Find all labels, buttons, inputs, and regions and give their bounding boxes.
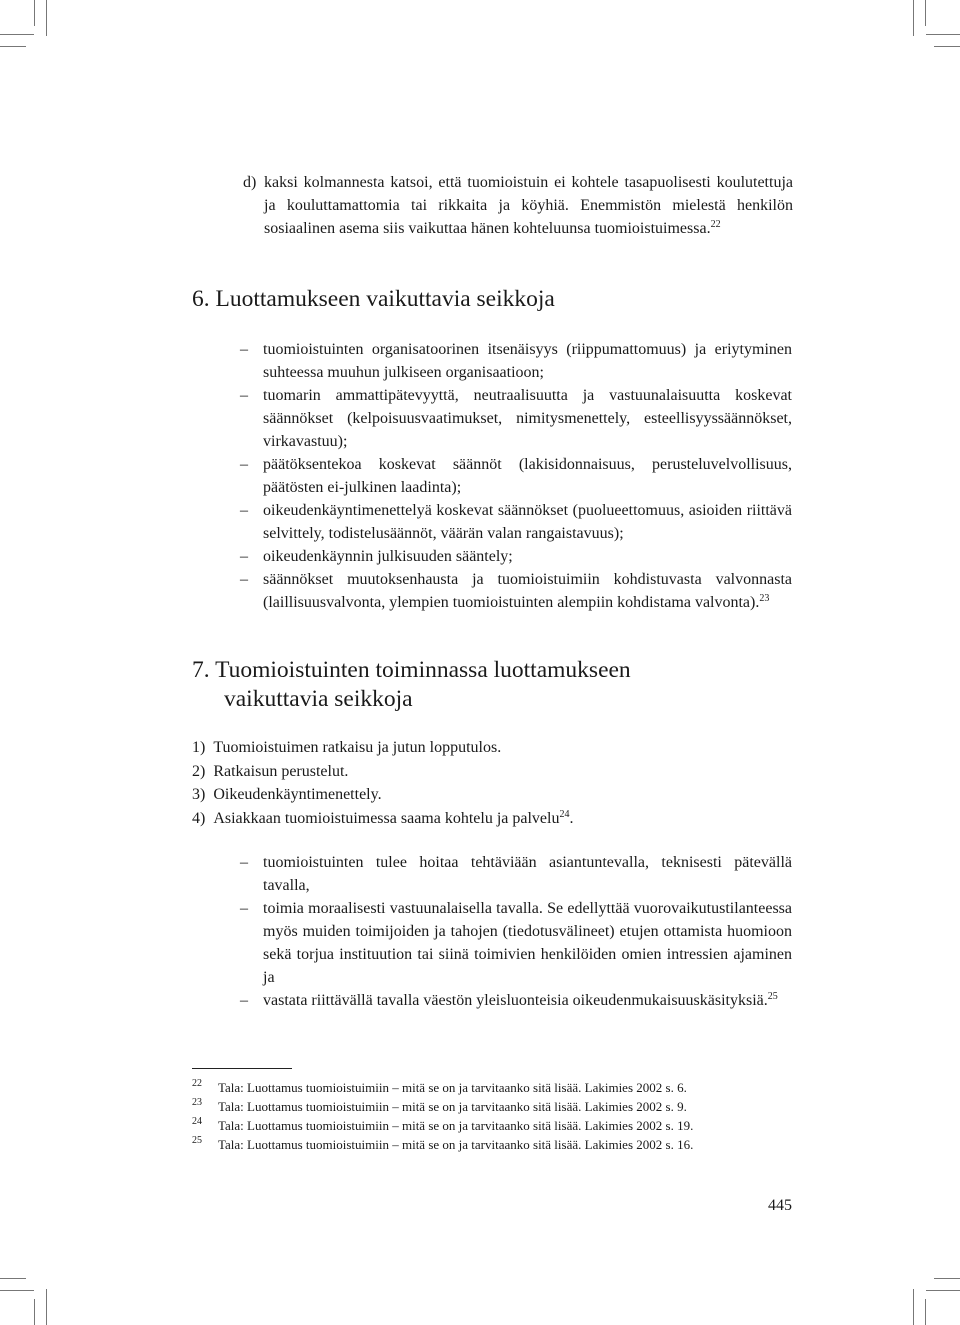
footnote-text: Tala: Luottamus tuomioistuimiin – mitä se on ja tarvitaanko sitä lisää. Lakimies 2002 s. 9. — [218, 1099, 687, 1114]
list-item-text: tuomarin ammattipätevyyttä, neutraalisuutta ja vastuunalaisuutta koskevat säännökset (kelpoisuusvaatimukset, nimitysmenettely, esteellisyyssäännökset, virkavastuu); — [263, 387, 792, 450]
section-7-heading-line1: 7. Tuomioistuinten toiminnassa luottamukseen — [192, 657, 631, 683]
list-item — [192, 568, 792, 614]
crop-mark-top-right-h2 — [926, 34, 960, 35]
footnote — [192, 1097, 792, 1116]
list-item — [192, 989, 792, 1012]
list-item-text: toimia moraalisesti vastuunalaisella tavalla. Se edellyttää vuorovaikutustilanteessa myös muiden toimijoiden ja tahojen (tiedotusvälineet) etujen ottamista huomioon sekä torjua instituution tai siinä toimivien henkilöiden omien intressien ajaminen ja — [263, 900, 792, 986]
section-7-heading — [192, 656, 792, 714]
footnote-ref-23[interactable]: 23 — [759, 593, 770, 604]
numbered-item: 2) Ratkaisun perustelut. — [192, 762, 349, 780]
list-item-text: päätöksentekoa koskevat säännöt (lakisidonnaisuus, perusteluvelvollisuus, päätösten ei-julkinen laadinta); — [263, 456, 792, 496]
crop-mark-top-left-v — [34, 0, 35, 26]
crop-mark-top-left-h2 — [0, 34, 34, 35]
footnote-number: 23 — [192, 1097, 202, 1108]
dash-bullet: – — [240, 548, 248, 565]
list-item-text: oikeudenkäynnin julkisuuden sääntely; — [263, 548, 513, 565]
dash-bullet: – — [240, 571, 248, 588]
dash-bullet: – — [240, 502, 248, 519]
crop-mark-bottom-left-h — [0, 1278, 26, 1279]
dash-bullet: – — [240, 992, 248, 1009]
footnote-ref-24[interactable]: 24 — [559, 808, 570, 820]
paragraph-d-text — [264, 171, 793, 240]
crop-mark-bottom-right-h2 — [926, 1290, 960, 1291]
footnote-text: Tala: Luottamus tuomioistuimiin – mitä se on ja tarvitaanko sitä lisää. Lakimies 2002 s. 19. — [218, 1118, 694, 1133]
list-item-text: vastata riittävällä tavalla väestön yleisluonteisia oikeudenmukaisuuskäsityksiä. — [263, 992, 768, 1009]
footnote — [192, 1078, 792, 1097]
crop-mark-top-right-h — [934, 46, 960, 47]
footnote-text: Tala: Luottamus tuomioistuimiin – mitä se on ja tarvitaanko sitä lisää. Lakimies 2002 s. 16. — [218, 1137, 694, 1152]
crop-mark-bottom-left-v — [34, 1299, 35, 1325]
section-6-heading: 6. Luottamukseen vaikuttavia seikkoja — [192, 286, 555, 312]
list-item — [192, 453, 792, 499]
footnote-ref-25[interactable]: 25 — [767, 991, 778, 1002]
page-number: 445 — [768, 1197, 792, 1214]
section-7-numbered-list — [192, 736, 792, 830]
crop-mark-top-left-h — [0, 46, 26, 47]
section-7-heading-line2: vaikuttavia seikkoja — [224, 686, 413, 712]
crop-mark-bottom-right-v2 — [925, 1299, 926, 1325]
crop-mark-top-left-v2 — [46, 0, 47, 36]
footnote-number: 25 — [192, 1135, 202, 1146]
crop-mark-bottom-left-v2 — [46, 1289, 47, 1325]
dash-bullet: – — [240, 341, 248, 358]
footnote — [192, 1135, 792, 1154]
numbered-item: 3) Oikeudenkäyntimenettely. — [192, 786, 382, 803]
dash-bullet: – — [240, 854, 248, 871]
dash-bullet: – — [240, 900, 248, 917]
list-item-text: tuomioistuinten tulee hoitaa tehtäviään asiantuntevalla, teknisesti pätevällä tavalla, — [263, 854, 792, 894]
list-item — [192, 851, 792, 897]
list-item — [192, 545, 792, 568]
crop-mark-bottom-left-h2 — [0, 1290, 34, 1291]
footnote-text: Tala: Luottamus tuomioistuimiin – mitä se on ja tarvitaanko sitä lisää. Lakimies 2002 s. 6. — [218, 1080, 687, 1095]
dash-bullet: – — [240, 387, 248, 404]
footnote-ref-22[interactable]: 22 — [710, 219, 721, 230]
numbered-item — [192, 807, 792, 831]
list-item-text: oikeudenkäyntimenettelyä koskevat säännökset (puolueettomuus, asioiden riittävä selvittely, todistelusäännöt, väärän valan rangaistavuus); — [263, 502, 792, 542]
footnote-number: 24 — [192, 1116, 202, 1127]
crop-mark-top-right-v — [913, 0, 914, 36]
footnotes — [192, 1078, 792, 1154]
list-item — [192, 384, 792, 453]
list-item — [192, 499, 792, 545]
paragraph-d — [243, 171, 793, 240]
footnote-separator — [192, 1068, 292, 1069]
numbered-item-text: 4) Asiakkaan tuomioistuimessa saama kohtelu ja palvelu — [192, 809, 560, 827]
crop-mark-top-right-v2 — [925, 0, 926, 26]
section-6-list — [192, 338, 792, 614]
numbered-item: 1) Tuomioistuimen ratkaisu ja jutun lopputulos. — [192, 739, 502, 756]
footnote — [192, 1116, 792, 1135]
crop-mark-bottom-right-v — [913, 1289, 914, 1325]
footnote-number: 22 — [192, 1078, 202, 1089]
list-item — [192, 338, 792, 384]
dash-bullet: – — [240, 456, 248, 473]
section-7-list — [192, 851, 792, 1012]
list-item-text: säännökset muutoksenhausta ja tuomioistuimiin kohdistuvasta valvonnasta (laillisuusvalvonta, ylempien tuomioistuinten alempiin kohdistama valvonta). — [263, 571, 792, 611]
paragraph-d-body: kaksi kolmannesta katsoi, että tuomioistuin ei kohtele tasapuolisesti koulutettuja ja kouluttamattomia tai rikkaita ja köyhiä. Enemmistön mielestä henkilön sosiaalinen asema siis vaikuttaa hänen kohteluunsa tuomioistuimessa. — [264, 174, 793, 237]
paragraph-d-label: d) — [243, 174, 257, 191]
crop-mark-bottom-right-h — [934, 1278, 960, 1279]
list-item — [192, 897, 792, 989]
numbered-item-tail: . — [569, 809, 574, 827]
list-item-text: tuomioistuinten organisatoorinen itsenäisyys (riippumattomuus) ja eriytyminen suhteessa muuhun julkiseen organisaatioon; — [263, 341, 792, 381]
